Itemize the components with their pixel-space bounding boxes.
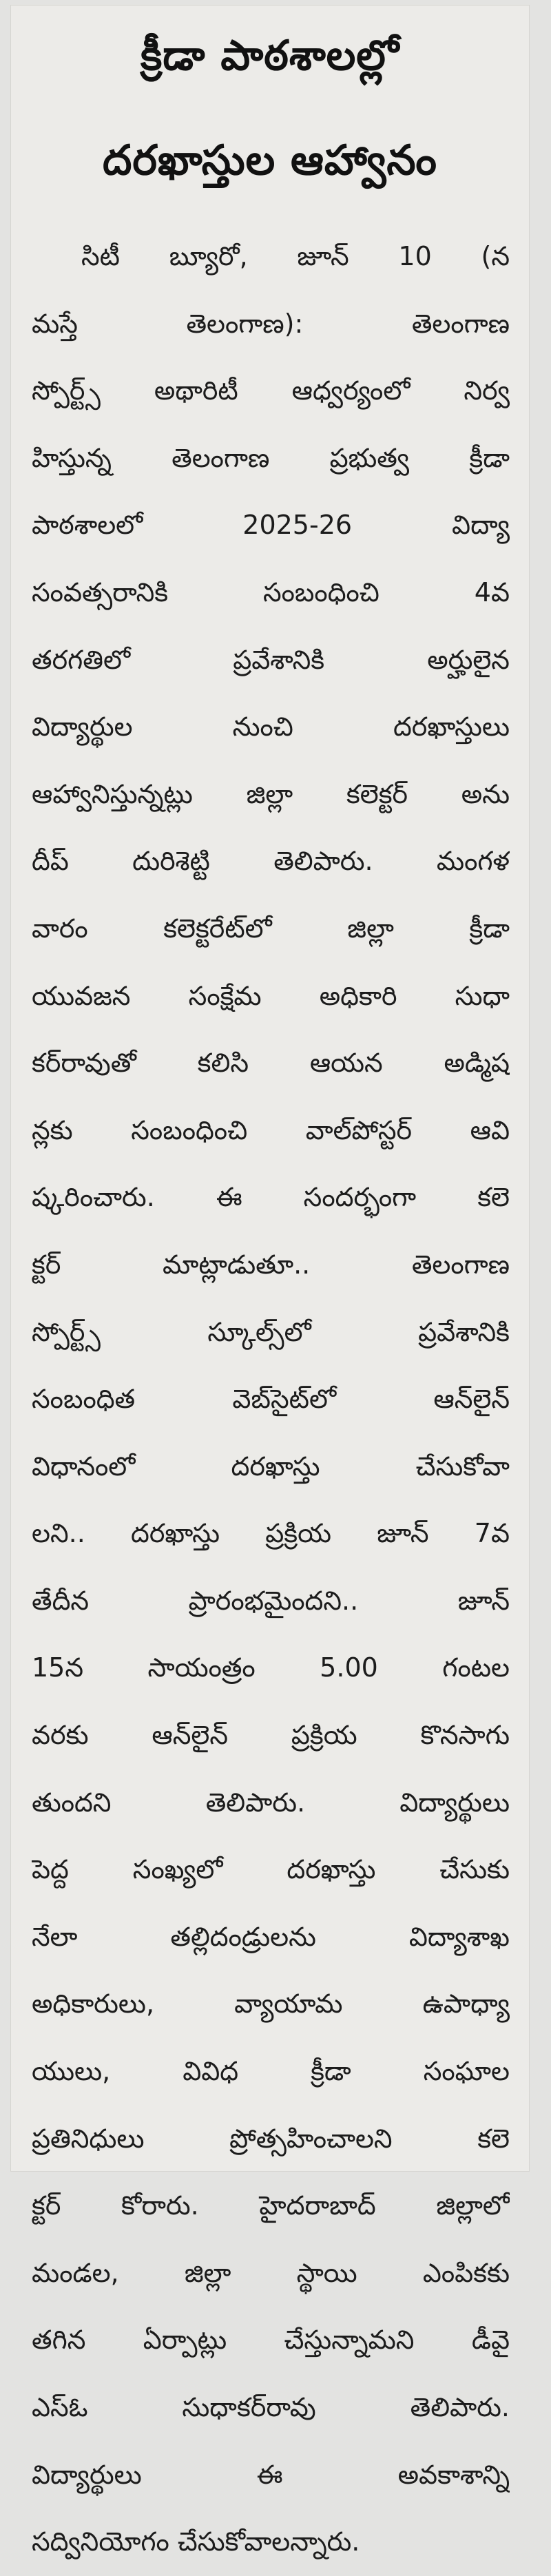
- article-line: మండల, జిల్లా స్థాయి ఎంపికకు: [32, 2257, 510, 2288]
- article-line: వారం కలెక్టరేట్‌లో జిల్లా క్రీడా: [32, 913, 510, 944]
- article-line: 15న సాయంత్రం 5.00 గంటల: [32, 1652, 510, 1683]
- article-line: హిస్తున్న తెలంగాణ ప్రభుత్వ క్రీడా: [32, 442, 510, 473]
- article-line: సద్వినియోగం చేసుకోవాలన్నారు.: [32, 2526, 360, 2557]
- article-line: నేలా తల్లిదండ్రులను విద్యాశాఖ: [32, 1921, 510, 1952]
- article-line: ఆహ్వానిస్తున్నట్లు జిల్లా కలెక్టర్ అను: [32, 778, 510, 809]
- article-line: న్లకు సంబంధించి వాల్‌పోస్టర్ ఆవి: [32, 1114, 510, 1145]
- article-line: ష్కరించారు. ఈ సందర్భంగా కలె: [32, 1182, 510, 1213]
- article-line: పెద్ద సంఖ్యలో దరఖాస్తు చేసుకు: [32, 1854, 510, 1885]
- article-line: అధికారులు, వ్యాయామ ఉపాధ్యా: [32, 1988, 510, 2019]
- article-line: విధానంలో దరఖాస్తు చేసుకోవా: [32, 1451, 510, 1482]
- article-line: తగిన ఏర్పాట్లు చేస్తున్నామని డీవై: [32, 2325, 510, 2356]
- article-line: తుందని తెలిపారు. విద్యార్థులు: [32, 1787, 510, 1818]
- article-line: స్పోర్ట్స్ అథారిటీ ఆధ్వర్యంలో నిర్వ: [32, 375, 510, 406]
- article-line: పాఠశాలలో 2025-26 విద్యా: [32, 510, 510, 541]
- article-body: [32, 223, 510, 2576]
- article-line: సంవత్సరానికి సంబంధించి 4వ: [32, 577, 510, 607]
- headline-line-1: క్రీడా పాఠశాలల్లో: [140, 32, 400, 80]
- article-line: విద్యార్థుల నుంచి దరఖాస్తులు: [32, 711, 510, 742]
- article-line: క్టర్ మాట్లాడుతూ.. తెలంగాణ: [32, 1249, 510, 1280]
- article-line: సంబంధిత వెబ్‌సైట్‌లో ఆన్‌లైన్: [32, 1384, 510, 1415]
- article-line: దీప్ దురిశెట్టి తెలిపారు. మంగళ: [32, 846, 510, 877]
- article-line: ఎస్ఓ సుధాకర్‌రావు తెలిపారు.: [32, 2392, 510, 2422]
- article-line: తరగతిలో ప్రవేశానికి అర్హులైన: [32, 644, 510, 675]
- article-line: ప్రతినిధులు ప్రోత్సహించాలని కలె: [32, 2123, 510, 2154]
- article-line: కర్‌రావుతో కలిసి ఆయన అడ్మిష: [32, 1048, 510, 1079]
- article-line: మస్తే తెలంగాణ): తెలంగాణ: [32, 308, 510, 339]
- article-line: లని.. దరఖాస్తు ప్రక్రియ జూన్ 7వ: [32, 1518, 510, 1549]
- article-line: యులు, వివిధ క్రీడా సంఘాల: [32, 2056, 510, 2087]
- article-line: విద్యార్థులు ఈ అవకాశాన్ని: [32, 2459, 510, 2490]
- newspaper-clipping: [11, 6, 529, 2557]
- headline-line-2: దరఖాస్తుల ఆహ్వానం: [103, 136, 437, 185]
- article-line: తేదీన ప్రారంభమైందని.. జూన్: [32, 1585, 510, 1616]
- article-line: సిటీ బ్యూరో, జూన్ 10 (న: [81, 241, 510, 271]
- article-line: యువజన సంక్షేమ అధికారి సుధా: [32, 980, 510, 1011]
- article-line: క్టర్ కోరారు. హైదరాబాద్ జిల్లాలో: [32, 2190, 510, 2221]
- article-line: వరకు ఆన్‌లైన్ ప్రక్రియ కొనసాగు: [32, 1720, 510, 1751]
- article-line: స్పోర్ట్స్ స్కూల్స్‌లో ప్రవేశానికి: [32, 1316, 510, 1347]
